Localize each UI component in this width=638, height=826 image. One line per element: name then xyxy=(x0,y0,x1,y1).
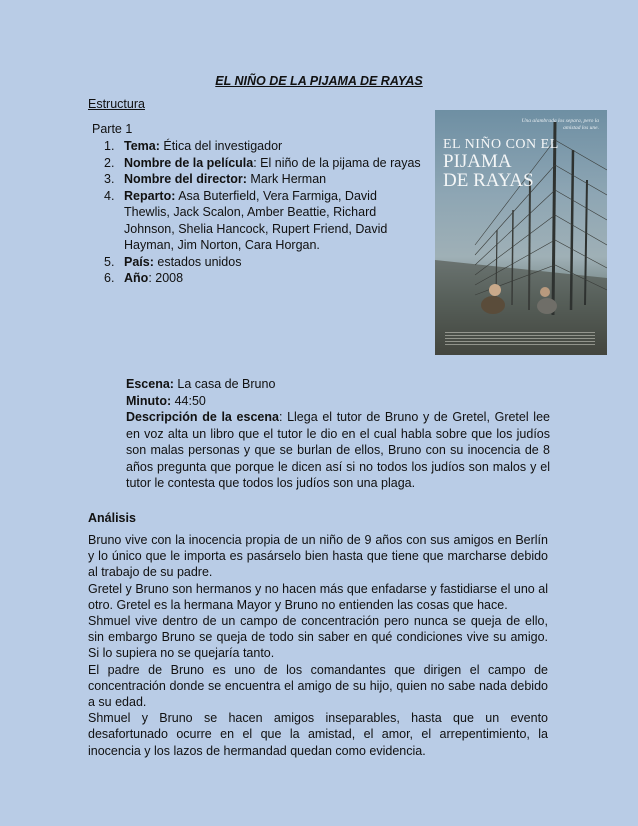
analysis-heading: Análisis xyxy=(88,511,136,525)
list-label: País: xyxy=(124,254,154,269)
list-value: : El niño de la pijama de rayas xyxy=(253,155,421,170)
poster-title-line1: EL NIÑO CON EL xyxy=(443,137,559,152)
info-list xyxy=(102,138,432,287)
section-parte: Parte 1 xyxy=(92,122,133,136)
section-estructura: Estructura xyxy=(88,97,145,111)
list-number: 5. xyxy=(104,254,115,269)
analysis-body xyxy=(88,532,548,759)
poster-credits xyxy=(445,331,595,345)
list-item xyxy=(102,138,432,155)
document-title: EL NIÑO DE LA PIJAMA DE RAYAS xyxy=(215,74,423,88)
list-value: Mark Herman xyxy=(246,172,327,186)
list-item xyxy=(102,188,409,254)
list-label: Año xyxy=(124,271,149,285)
list-item xyxy=(102,155,432,172)
analysis-paragraph: El padre de Bruno es uno de los comandantes que dirigen el campo de concentración donde se encuentra el amigo de su hijo, quien no sabe nada debido a su edad. xyxy=(88,662,548,710)
analysis-paragraph: Shmuel vive dentro de un campo de concentración pero nunca se queja de ello, sin embargo Bruno se queja de todo sin saber en qué condiciones vive su amigo. Si lo supiera no se quejaría tanto. xyxy=(88,614,548,661)
list-label: Nombre del director: xyxy=(124,172,247,186)
list-number: 4. xyxy=(104,188,115,203)
scene-escena: Escena: La casa de Bruno xyxy=(126,377,276,391)
analysis-paragraph: Bruno vive con la inocencia propia de un niño de 9 años con sus amigos en Berlín y lo único que le importa es pasárselo bien hasta que tiene que marcharse debido al trabajo de su padre. xyxy=(88,533,548,580)
analysis-paragraph: Shmuel y Bruno se hacen amigos inseparables, hasta que un evento desafortunado ocurre en el que la amistad, el amor, el arrepentimiento, la inocencia y los lazos de hermandad quedan como evidencia. xyxy=(88,711,548,758)
list-number: 3. xyxy=(104,172,115,186)
movie-poster-image xyxy=(435,110,607,355)
list-label: Nombre de la película xyxy=(124,155,254,170)
list-number: 1. xyxy=(104,139,115,153)
list-value: estados unidos xyxy=(153,254,242,269)
poster-title-line3: DE RAYAS xyxy=(443,170,534,191)
analysis-paragraph: Gretel y Bruno son hermanos y no hacen más que enfadarse y fastidiarse el uno al otro. Gretel es la hermana Mayor y Bruno no entienden las cosas que hace. xyxy=(88,581,548,612)
list-number: 6. xyxy=(104,271,115,285)
list-item xyxy=(102,270,432,287)
list-label: Tema: xyxy=(124,139,160,153)
poster-tagline: Una alambrada los separa, pero la amistad los une. xyxy=(521,118,599,131)
scene-block xyxy=(126,376,550,492)
list-item xyxy=(102,171,432,188)
list-value: Ética del investigador xyxy=(159,139,283,153)
list-label: Reparto: xyxy=(124,188,176,203)
list-value: : 2008 xyxy=(148,271,184,285)
list-item xyxy=(102,254,432,271)
poster-title-line2: PIJAMA xyxy=(443,151,512,172)
scene-minuto: Minuto: 44:50 xyxy=(126,393,206,408)
list-value: Asa Buterfield, Vera Farmiga, David Thewlis, Jack Scalon, Amber Beattie, Richard Johnson, Shelia Hancock, Rupert Friend, David Hayman, Jim Norton, Cara Horgan. xyxy=(124,188,388,252)
list-number: 2. xyxy=(104,155,115,170)
scene-description: Descripción de la escena: Llega el tutor de Bruno y de Gretel, Gretel lee en voz alta un libro que el tutor le dio en el cual habla sobre que los judíos son malas personas y que se burlan de ellos, Bruno con su inocencia de 8 años pregunta que porque le dicen así si no todos los judíos son malos y el tutor le contesta que todos los judíos son una plaga. xyxy=(126,410,550,490)
